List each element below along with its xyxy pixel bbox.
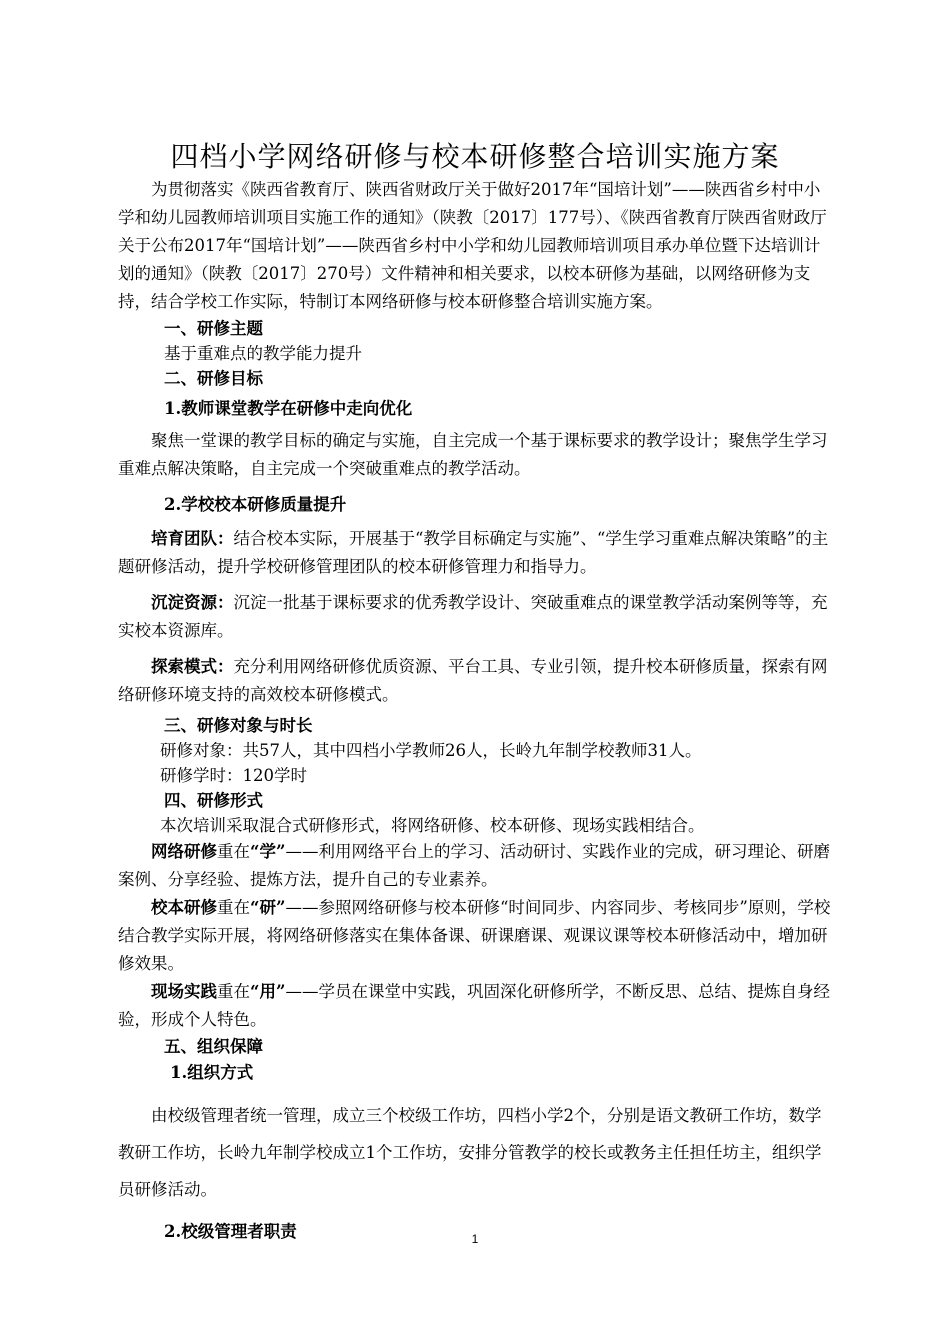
online-study-text: ——利用网络平台上的学习、活动研讨、实践作业的完成，研习理论、研磨案例、分享经验、提炼方法，提升自己的专业素养。 xyxy=(118,842,830,889)
intro-paragraph: 为贯彻落实《陕西省教育厅、陕西省财政厅关于做好2017年“国培计划”——陕西省乡村中小学和幼儿园教师培训项目实施工作的通知》（陕教〔2017〕177号）、《陕西省教育厅陕西省财政厅关于公布2017年“国培计划”——陕西省乡村中小学和幼儿园教师培训项目承办单位暨下达培训计划的通知》（陕教〔2017〕270号）文件精神和相关要求，以校本研修为基础，以网络研修为支持，结合学校工作实际，特制订本网络研修与校本研修整合培训实施方案。 xyxy=(118,180,827,311)
field-practice-label: 现场实践 xyxy=(151,982,217,1001)
resource-label: 沉淀资源： xyxy=(151,593,234,612)
section-3-hours: 研修学时：120学时 xyxy=(160,766,307,785)
section-1-text: 基于重难点的教学能力提升 xyxy=(164,344,362,363)
team-paragraph xyxy=(118,525,834,581)
section-3-heading: 三、研修对象与时长 xyxy=(164,716,313,735)
school-study-paragraph xyxy=(118,894,834,978)
school-study-label: 校本研修 xyxy=(151,898,217,917)
field-practice-paragraph xyxy=(118,978,834,1034)
team-text: 结合校本实际，开展基于“教学目标确定与实施”、“学生学习重难点解决策略”的主题研修活动，提升学校研修管理团队的校本研修管理力和指导力。 xyxy=(118,529,829,576)
section-1-heading: 一、研修主题 xyxy=(164,319,263,338)
field-practice-zai: 重在 xyxy=(217,982,250,1001)
resource-text: 沉淀一批基于课标要求的优秀教学设计、突破重难点的课堂教学活动案例等等，充实校本资源库。 xyxy=(118,593,828,640)
section-2-2-heading: 2.学校校本研修质量提升 xyxy=(164,495,347,514)
section-2-heading: 二、研修目标 xyxy=(164,369,263,388)
section-2-1-text: 聚焦一堂课的教学目标的确定与实施，自主完成一个基于课标要求的教学设计；聚焦学生学习重难点解决策略，自主完成一个突破重难点的教学活动。 xyxy=(118,431,828,478)
online-study-paragraph xyxy=(118,838,834,894)
section-5-heading: 五、组织保障 xyxy=(164,1037,263,1056)
school-study-zai: 重在 xyxy=(217,898,250,917)
team-label: 培育团队： xyxy=(151,529,234,548)
field-practice-key: “用” xyxy=(250,982,286,1001)
resource-paragraph xyxy=(118,589,834,645)
online-study-zai: 重在 xyxy=(217,842,250,861)
school-study-text: ——参照网络研修与校本研修“时间同步、内容同步、考核同步”原则，学校结合教学实际开展，将网络研修落实在集体备课、研课磨课、观课议课等校本研修活动中，增加研修效果。 xyxy=(118,898,831,973)
section-2-1-heading: 1.教师课堂教学在研修中走向优化 xyxy=(164,399,413,418)
section-5-1-text: 由校级管理者统一管理，成立三个校级工作坊，四档小学2个，分别是语文教研工作坊，数学教研工作坊，长岭九年制学校成立1个工作坊，安排分管教学的校长或教务主任担任坊主，组织学员研修活动。 xyxy=(118,1106,822,1199)
section-5-1-heading: 1.组织方式 xyxy=(170,1063,254,1082)
section-3-objects: 研修对象：共57人，其中四档小学教师26人，长岭九年制学校教师31人。 xyxy=(160,741,702,760)
section-4-text: 本次培训采取混合式研修形式，将网络研修、校本研修、现场实践相结合。 xyxy=(160,816,705,835)
page-number: 1 xyxy=(471,1232,479,1246)
mode-label: 探索模式： xyxy=(151,657,234,676)
section-5-2-heading: 2.校级管理者职责 xyxy=(164,1222,297,1241)
school-study-key: “研” xyxy=(250,898,286,917)
field-practice-text: ——学员在课堂中实践，巩固深化研修所学，不断反思、总结、提炼自身经验，形成个人特色。 xyxy=(118,982,830,1029)
section-4-heading: 四、研修形式 xyxy=(164,791,263,810)
document-body xyxy=(118,176,834,1246)
document-title: 四档小学网络研修与校本研修整合培训实施方案 xyxy=(170,140,780,173)
mode-paragraph xyxy=(118,653,834,709)
mode-text: 充分利用网络研修优质资源、平台工具、专业引领，提升校本研修质量，探索有网络研修环境支持的高效校本研修模式。 xyxy=(118,657,828,704)
online-study-label: 网络研修 xyxy=(151,842,217,861)
online-study-key: “学” xyxy=(250,842,286,861)
